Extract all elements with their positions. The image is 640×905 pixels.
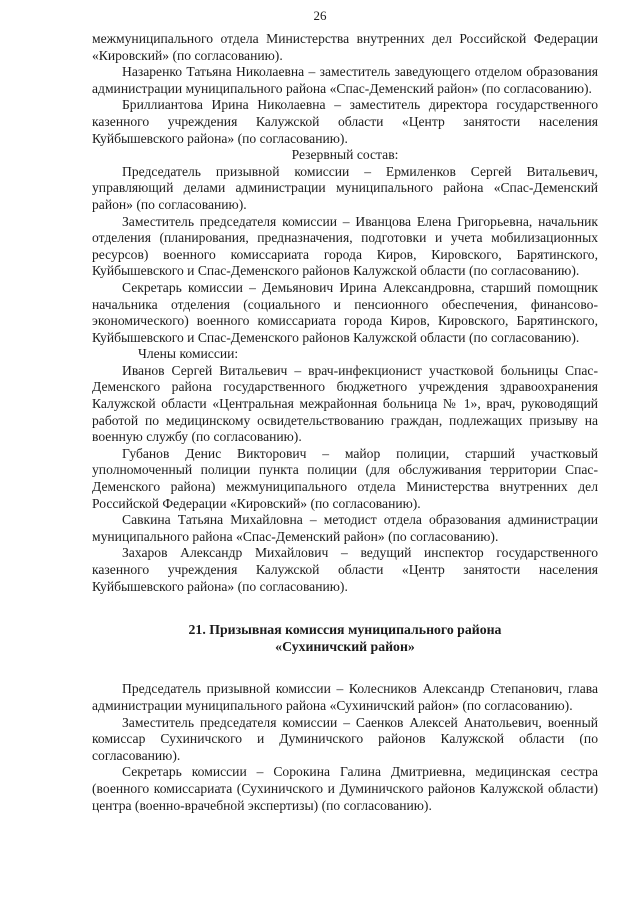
paragraph-member-zakharov: Захаров Александр Михайлович – ведущий инспектор государственного казенного учреждения Калужской области «Центр занятости населения Куйбышевского района» (по согласованию). (92, 545, 598, 594)
document-body (92, 31, 598, 814)
paragraph-kirovsky-continuation: межмуниципального отдела Министерства внутренних дел Российской Федерации «Кировский» (по согласованию). (92, 31, 598, 63)
paragraph-reserve-secretary: Секретарь комиссии – Демьянович Ирина Александровна, старший помощник начальника отделения (социального и пенсионного обеспечения, финансово-экономического) военного комиссариата города Киров, Кировского, Барятинского, Куйбышевского и Спас-Деменского районов Калужской области (по согласованию). (92, 279, 598, 345)
paragraph-member-gubanov: Губанов Денис Викторович – майор полиции, старший участковый уполномоченный полиции пункта полиции (для обслуживания территории Спас-Деменского района) межмуниципального отдела Министерства внутренних дел Российской Федерации «Кировский» (по согласованию). (92, 445, 598, 511)
paragraph-brilliantova: Бриллиантова Ирина Николаевна – заместитель директора государственного казенного учреждения Калужской области «Центр занятости населения Куйбышевского района» (по согласованию). (92, 97, 598, 146)
section-21-title-line2: «Сухиничский район» (275, 638, 415, 654)
paragraph-member-ivanov: Иванов Сергей Витальевич – врач-инфекционист участковой больницы Спас-Деменского района государственного бюджетного учреждения здравоохранения Калужской области «Центральная межрайонная больница № 1», врач, руководящий работой по медицинскому освидетельствованию граждан, подлежащих призыву на военную службу (по согласованию). (92, 362, 598, 445)
section-title-gap (92, 655, 598, 681)
section-21-title-line1: 21. Призывная комиссия муниципального района (188, 622, 502, 638)
reserve-composition-heading: Резервный состав: (291, 147, 399, 163)
paragraph-sukhinichi-deputy: Заместитель председателя комиссии – Саенков Алексей Анатольевич, военный комиссар Сухиничского и Думиничского районов Калужской области (по согласованию). (92, 714, 598, 763)
paragraph-reserve-chairman: Председатель призывной комиссии – Ермиленков Сергей Витальевич, управляющий делами администрации муниципального района «Спас-Деменский район» (по согласованию). (92, 163, 598, 212)
paragraph-member-savkina: Савкина Татьяна Михайловна – методист отдела образования администрации муниципального района «Спас-Деменский район» (по согласованию). (92, 512, 598, 544)
page-number: 26 (313, 8, 327, 23)
members-heading: Члены комиссии: (138, 346, 239, 362)
paragraph-nazarenko: Назаренко Татьяна Николаевна – заместитель заведующего отделом образования администрации муниципального района «Спас-Деменский район» (по согласованию). (92, 64, 598, 96)
paragraph-reserve-deputy: Заместитель председателя комиссии – Иванцова Елена Григорьевна, начальник отделения (планирования, предназначения, подготовки и учета мобилизационных ресурсов) военного комиссариата города Киров, Кировского, Барятинского, Куйбышевского и Спас-Деменского районов Калужской области (по согласованию). (92, 213, 598, 279)
paragraph-sukhinichi-secretary: Секретарь комиссии – Сорокина Галина Дмитриевна, медицинская сестра (военного комиссариата (Сухиничского и Думиничского районов Калужской области) центра (военно-врачебной экспертизы) (по согласованию). (92, 764, 598, 813)
section-spacer (92, 595, 598, 622)
paragraph-sukhinichi-chairman: Председатель призывной комиссии – Колесников Александр Степанович, глава администрации муниципального района «Сухиничский район» (по согласованию). (92, 681, 598, 713)
